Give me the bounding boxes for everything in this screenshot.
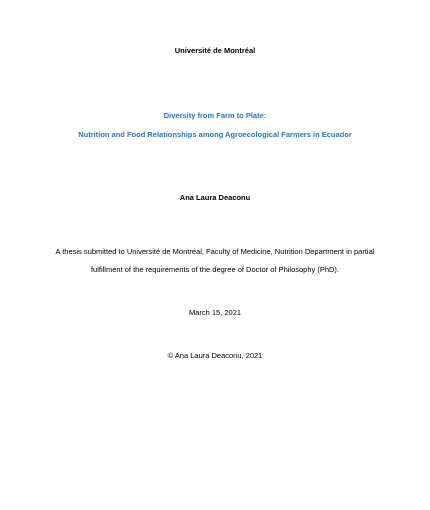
author-name: Ana Laura Deaconu: [179, 193, 251, 202]
copyright-notice: © Ana Laura Deaconu, 2021: [167, 351, 263, 360]
submission-date: March 15, 2021: [188, 308, 242, 317]
thesis-title-line-2: Nutrition and Food Relationships among Agroecological Farmers in Ecuador: [78, 130, 352, 139]
thesis-statement-line-2: fulfillment of the requirements of the degree of Doctor of Philosophy (PhD).: [90, 265, 340, 274]
thesis-title-line-1: Diversity from Farm to Plate:: [163, 111, 267, 120]
university-name: Université de Montréal: [174, 46, 256, 55]
thesis-statement-line-1: A thesis submitted to Université de Montréal, Faculty of Medicine, Nutrition Department in partial: [55, 247, 375, 256]
